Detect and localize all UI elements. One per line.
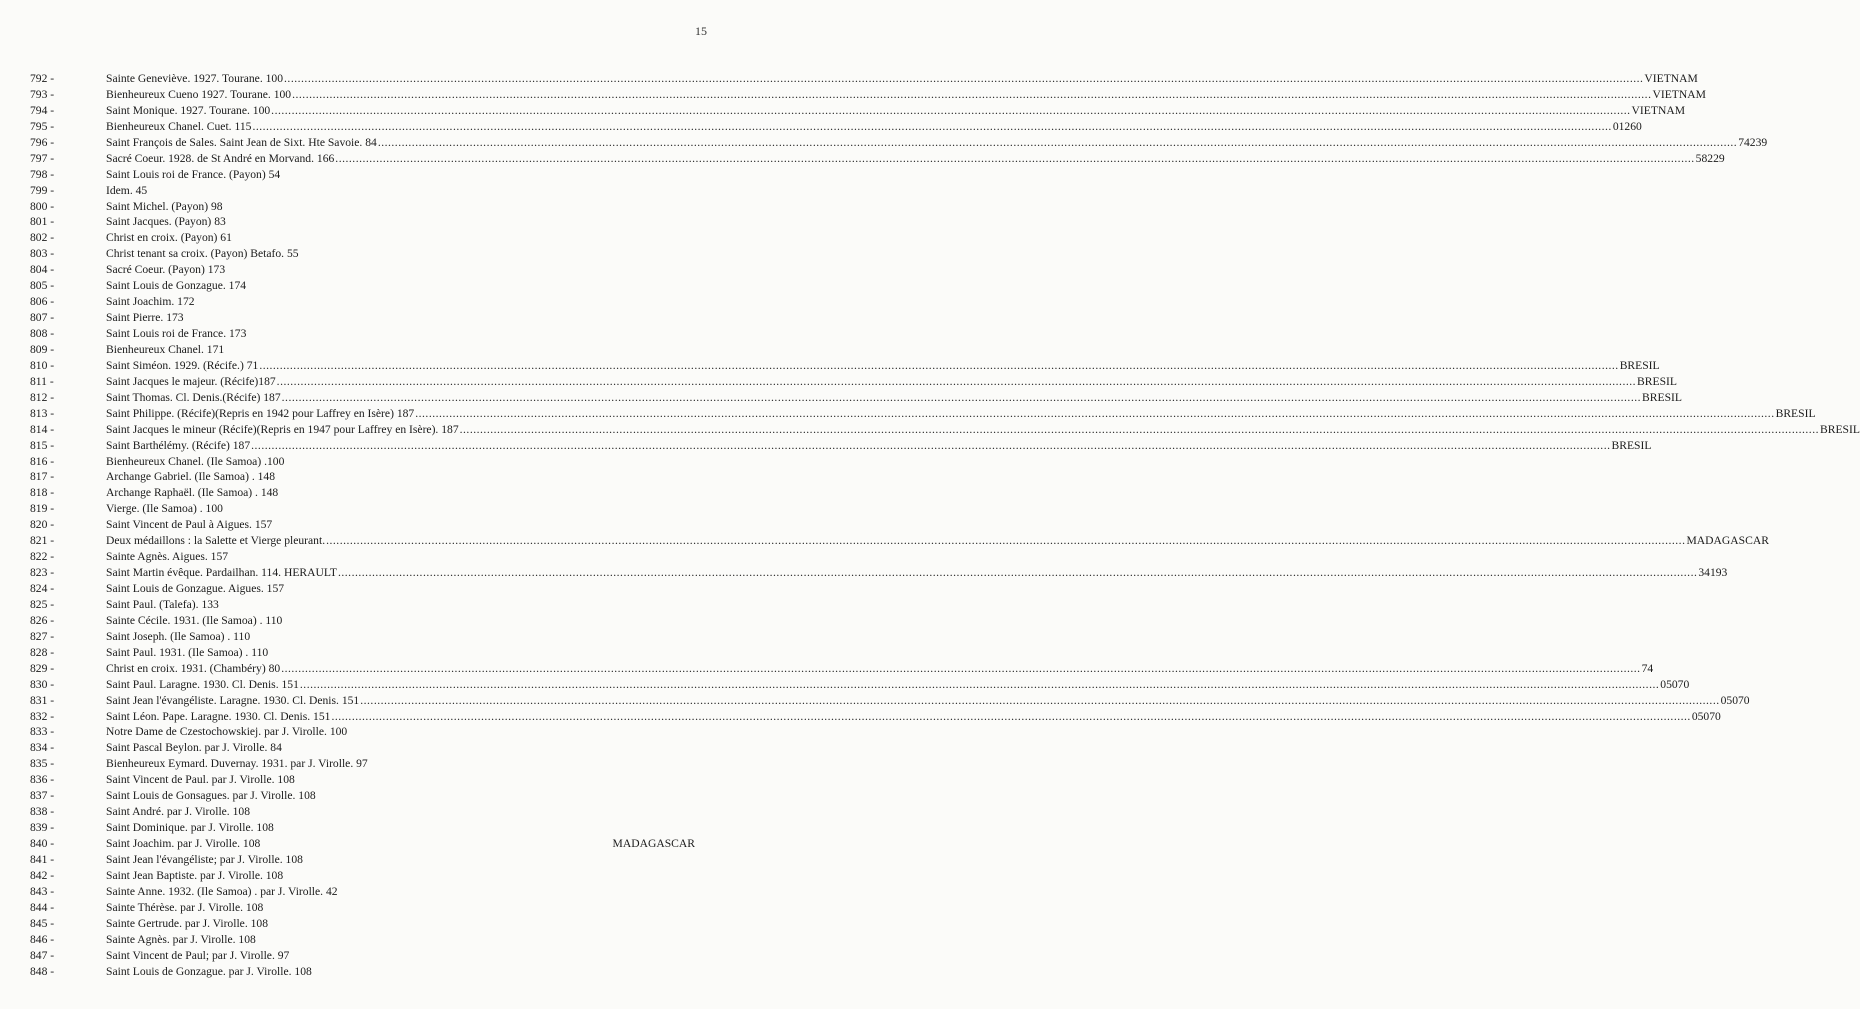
entry-description: Saint Louis de Gonsagues. par J. Virolle. 108 [106, 789, 316, 803]
entry-number: 838 - [30, 805, 55, 819]
entry-number: 807 - [30, 311, 55, 325]
list-item [0, 804, 715, 820]
entry-line [106, 661, 1654, 677]
list-item [0, 390, 1682, 406]
dot-leader: ................................................................................................................................................................................................................................................................................................................................................................................................................ [281, 390, 1642, 404]
list-item [0, 342, 715, 358]
list-item [0, 151, 1725, 167]
entry-description: Saint Joachim. 172 [106, 295, 195, 309]
entry-number: 832 - [30, 709, 55, 723]
entry-line [106, 900, 695, 916]
entry-line [106, 565, 1728, 581]
entry-description: Bienheureux Chanel. (Ile Samoa) .100 [106, 454, 285, 468]
entry-number: 831 - [30, 693, 55, 707]
entry-line [106, 374, 1677, 390]
list-item [0, 422, 1860, 438]
entry-destination: BRESIL [1637, 374, 1677, 388]
entry-description: Saint Barthélémy. (Récife) 187 [106, 438, 251, 452]
entry-number: 803 - [30, 247, 55, 261]
entry-line [106, 294, 695, 310]
entry-number: 846 - [30, 932, 55, 946]
list-item [0, 884, 715, 900]
entry-number: 792 - [30, 72, 55, 85]
list-item [0, 613, 715, 629]
entry-number: 840 - [30, 837, 55, 850]
entry-line [106, 533, 1769, 549]
entry-description: Saint Vincent de Paul à Aigues. 157 [106, 518, 273, 532]
entry-line [106, 214, 695, 230]
entry-description: Saint Jean Baptiste. par J. Virolle. 108 [106, 868, 284, 882]
entry-destination: MADAGASCAR [612, 837, 695, 850]
entry-number: 813 - [30, 406, 55, 420]
entry-description: Sainte Anne. 1932. (Ile Samoa) . par J. Virolle. 42 [106, 884, 338, 898]
entry-number: 818 - [30, 486, 55, 500]
list-item [0, 916, 715, 932]
entry-line [106, 916, 695, 932]
entry-line [106, 167, 695, 183]
entry-description: Saint André. par J. Virolle. 108 [106, 805, 250, 819]
entry-number: 798 - [30, 167, 55, 181]
entry-line [106, 581, 695, 597]
list-item [0, 135, 1768, 151]
entry-destination: MADAGASCAR [1686, 534, 1769, 548]
entry-line [106, 135, 1768, 151]
list-item [0, 709, 1721, 725]
entry-description: Sacré Coeur. 1928. de St André en Morvand. 166 [106, 151, 335, 165]
list-item [0, 358, 1660, 374]
entry-line [106, 804, 695, 820]
entry-number: 843 - [30, 884, 55, 898]
dot-leader: ................................................................................................................................................................................................................................................................................................................................................................................................................ [271, 103, 1631, 117]
entry-number: 815 - [30, 438, 55, 452]
entry-number: 837 - [30, 789, 55, 803]
list-item [0, 533, 1769, 549]
list-item [0, 230, 715, 246]
entry-number: 839 - [30, 821, 55, 835]
entry-number: 816 - [30, 454, 55, 468]
entry-number: 841 - [30, 852, 55, 866]
entry-description: Saint François de Sales. Saint Jean de Sixt. Hte Savoie. 84 [106, 135, 377, 149]
dot-leader: ................................................................................................................................................................................................................................................................................................................................................................................................................ [459, 422, 1819, 436]
entry-line [106, 406, 1816, 422]
list-item [0, 438, 1652, 454]
entry-line [106, 948, 695, 964]
entry-number: 824 - [30, 582, 55, 595]
entry-line [106, 677, 1690, 693]
entry-description: Saint Louis de Gonzague. 174 [106, 279, 247, 293]
entry-number: 819 - [30, 502, 55, 516]
entry-description: Saint Paul. 1931. (Ile Samoa) . 110 [106, 645, 269, 659]
list-item [0, 693, 1750, 709]
entry-line [106, 613, 695, 629]
entry-number: 835 - [30, 757, 55, 771]
entry-description: Sainte Geneviève. 1927. Tourane. 100 [106, 72, 284, 85]
entry-number: 811 - [30, 374, 54, 388]
entry-destination: 01260 [1612, 119, 1642, 133]
entry-description: Sainte Agnès. par J. Virolle. 108 [106, 932, 256, 946]
entry-line [106, 71, 1698, 87]
entry-description: Saint Léon. Pape. Laragne. 1930. Cl. Denis. 151 [106, 709, 331, 723]
list-item [0, 868, 715, 884]
entry-description: Saint Siméon. 1929. (Récife.) 71 [106, 358, 259, 372]
entry-number: 797 - [30, 151, 55, 165]
list-item [0, 87, 1706, 103]
entry-description: Saint Jacques. (Payon) 83 [106, 215, 226, 229]
entry-description: Archange Gabriel. (Ile Samoa) . 148 [106, 470, 276, 484]
entry-line [106, 278, 695, 294]
entry-destination: VIETNAM [1631, 103, 1685, 117]
entry-line [106, 438, 1652, 454]
list-item [0, 406, 1816, 422]
entry-line [106, 884, 695, 900]
entry-description: Saint Vincent de Paul; par J. Virolle. 97 [106, 948, 290, 962]
list-item [0, 852, 715, 868]
entry-number: 821 - [30, 534, 55, 548]
list-item [0, 820, 715, 836]
entry-number: 829 - [30, 661, 55, 675]
entry-destination: 05070 [1691, 709, 1721, 723]
list-item [0, 326, 715, 342]
list-item [0, 183, 715, 199]
list-item [0, 119, 1642, 135]
entry-description: Sacré Coeur. (Payon) 173 [106, 263, 226, 277]
entry-description: Saint Jean l'évangéliste; par J. Virolle. 108 [106, 852, 303, 866]
entry-description: Saint Louis de Gonzague. par J. Virolle. 108 [106, 964, 312, 978]
entry-destination: BRESIL [1611, 438, 1652, 452]
entry-line [106, 326, 695, 342]
dot-leader: ................................................................................................................................................................................................................................................................................................................................................................................................................ [251, 438, 1611, 452]
entry-description: Sainte Cécile. 1931. (Ile Samoa) . 110 [106, 613, 283, 627]
entry-description: Christ tenant sa croix. (Payon) Betafo. 55 [106, 247, 299, 261]
list-item [0, 310, 715, 326]
entry-number: 805 - [30, 279, 55, 293]
entry-destination: 05070 [1720, 693, 1750, 707]
entry-number: 800 - [30, 199, 55, 213]
entry-line [106, 119, 1642, 135]
entry-destination: BRESIL [1820, 422, 1860, 436]
entry-description: Sainte Agnès. Aigues. 157 [106, 550, 229, 564]
entry-description: Saint Pascal Beylon. par J. Virolle. 84 [106, 741, 282, 755]
entry-line [106, 964, 695, 980]
entry-line [106, 693, 1750, 709]
entry-description: Saint Joachim. par J. Virolle. 108 [106, 837, 261, 850]
list-item [0, 964, 715, 980]
dot-leader: ................................................................................................................................................................................................................................................................................................................................................................................................................ [259, 358, 1619, 372]
entry-number: 806 - [30, 295, 55, 309]
entry-number: 812 - [30, 390, 55, 404]
entry-description: Idem. 45 [106, 183, 148, 197]
list-item [0, 262, 715, 278]
entry-destination: VIETNAM [1652, 87, 1706, 101]
entry-line [106, 469, 695, 485]
entry-destination: 58229 [1695, 151, 1725, 165]
entry-description: Saint Jean l'évangéliste. Laragne. 1930. Cl. Denis. 151 [106, 693, 360, 707]
dot-leader: ................................................................................................................................................................................................................................................................................................................................................................................................................ [299, 677, 1660, 691]
entry-description: Saint Paul. Laragne. 1930. Cl. Denis. 151 [106, 677, 299, 691]
list-item [0, 756, 715, 772]
entry-line [106, 597, 695, 613]
entry-line [106, 342, 695, 358]
entry-number: 801 - [30, 215, 55, 229]
entry-line [106, 422, 1860, 438]
entry-destination: BRESIL [1619, 358, 1660, 372]
entry-line [106, 454, 695, 470]
entry-number: 810 - [30, 358, 55, 372]
entry-number: 844 - [30, 900, 55, 914]
dot-leader: ................................................................................................................................................................................................................................................................................................................................................................................................................ [337, 566, 1698, 580]
entry-number: 799 - [30, 183, 55, 197]
entry-line [106, 517, 695, 533]
entry-description: Saint Jacques le majeur. (Récife)187 [106, 374, 276, 388]
dot-leader: ................................................................................................................................................................................................................................................................................................................................................................................................................ [335, 151, 1695, 165]
entry-line [106, 852, 695, 868]
list-item [0, 629, 715, 645]
entry-line [106, 932, 695, 948]
entry-line [106, 358, 1660, 374]
entry-number: 825 - [30, 597, 55, 611]
entry-description: Sainte Gertrude. par J. Virolle. 108 [106, 916, 269, 930]
entry-description: Saint Monique. 1927. Tourane. 100 [106, 103, 271, 117]
list-item [0, 469, 715, 485]
dot-leader: ................................................................................................................................................................................................................................................................................................................................................................................................................ [326, 534, 1686, 548]
entry-number: 793 - [30, 87, 55, 101]
entry-description: Saint Louis de Gonzague. Aigues. 157 [106, 582, 285, 595]
entry-number: 823 - [30, 566, 55, 580]
entry-line [106, 390, 1682, 406]
entry-line [106, 836, 695, 852]
entry-line [106, 230, 695, 246]
entry-destination: 34193 [1698, 566, 1728, 580]
entry-description: Saint Michel. (Payon) 98 [106, 199, 223, 213]
entry-destination: 74239 [1738, 135, 1768, 149]
entry-destination: 74 [1641, 661, 1654, 675]
list-item [0, 836, 715, 852]
entry-line [106, 740, 695, 756]
entry-number: 795 - [30, 119, 55, 133]
entry-description: Bienheureux Chanel. 171 [106, 342, 225, 356]
entry-number: 833 - [30, 725, 55, 739]
entry-number: 826 - [30, 613, 55, 627]
entry-line [106, 820, 695, 836]
entry-line [106, 629, 695, 645]
list-item [0, 788, 715, 804]
entry-line [106, 485, 695, 501]
entry-description: Notre Dame de Czestochowskiej. par J. Virolle. 100 [106, 725, 348, 739]
entry-line [106, 501, 695, 517]
entry-destination: BRESIL [1775, 406, 1816, 420]
entry-line [106, 772, 695, 788]
list-item [0, 932, 715, 948]
entry-number: 804 - [30, 263, 55, 277]
list-item [0, 374, 1677, 390]
dot-leader: ................................................................................................................................................................................................................................................................................................................................................................................................................ [276, 374, 1637, 388]
entry-line [106, 549, 695, 565]
list-item [0, 246, 715, 262]
entry-description: Saint Martin évêque. Pardailhan. 114. HERAULT [106, 566, 337, 580]
entry-line [106, 246, 695, 262]
entry-line [106, 868, 695, 884]
entry-line [106, 199, 695, 215]
entry-description: Christ en croix. (Payon) 61 [106, 231, 232, 245]
entry-number: 809 - [30, 342, 55, 356]
list-item [0, 740, 715, 756]
list-item [0, 900, 715, 916]
list-item [0, 581, 715, 597]
entry-description: Saint Dominique. par J. Virolle. 108 [106, 821, 274, 835]
entry-line [106, 645, 695, 661]
list-item [0, 517, 715, 533]
list-item [0, 501, 715, 517]
dot-leader: ................................................................................................................................................................................................................................................................................................................................................................................................................ [252, 119, 1612, 133]
entry-list [0, 71, 1860, 979]
list-item [0, 167, 715, 183]
list-item [0, 948, 715, 964]
list-item [0, 661, 1654, 677]
list-item [0, 549, 715, 565]
entry-description: Saint Philippe. (Récife)(Repris en 1942 pour Laffrey en Isère) 187 [106, 406, 415, 420]
entry-number: 796 - [30, 135, 55, 149]
entry-description: Saint Vincent de Paul. par J. Virolle. 108 [106, 773, 295, 787]
list-item [0, 278, 715, 294]
entry-number: 828 - [30, 645, 55, 659]
list-item [0, 597, 715, 613]
dot-leader: ................................................................................................................................................................................................................................................................................................................................................................................................................ [331, 709, 1691, 723]
dot-leader: ................................................................................................................................................................................................................................................................................................................................................................................................................ [360, 693, 1720, 707]
entry-description: Deux médaillons : la Salette et Vierge pleurant. [106, 534, 326, 548]
dot-leader: ................................................................................................................................................................................................................................................................................................................................................................................................................ [292, 87, 1652, 101]
entry-number: 794 - [30, 103, 55, 117]
entry-description: Christ en croix. 1931. (Chambéry) 80 [106, 661, 281, 675]
list-item [0, 565, 1728, 581]
list-item [0, 214, 715, 230]
entry-description: Saint Louis roi de France. (Payon) 54 [106, 167, 281, 181]
entry-description: Saint Joseph. (Ile Samoa) . 110 [106, 629, 251, 643]
list-item [0, 645, 715, 661]
entry-description: Archange Raphaël. (Ile Samoa) . 148 [106, 486, 279, 500]
list-item [0, 772, 715, 788]
list-item [0, 199, 715, 215]
entry-description: Saint Louis roi de France. 173 [106, 327, 247, 340]
entry-number: 822 - [30, 550, 55, 564]
entry-number: 836 - [30, 773, 55, 787]
entry-number: 827 - [30, 629, 55, 643]
entry-line [106, 103, 1685, 119]
list-item [0, 103, 1685, 119]
entry-description: Bienheureux Eymard. Duvernay. 1931. par J. Virolle. 97 [106, 757, 368, 771]
list-item [0, 724, 715, 740]
dot-leader: ................................................................................................................................................................................................................................................................................................................................................................................................................ [281, 661, 1641, 675]
entry-description: Bienheureux Cueno 1927. Tourane. 100 [106, 87, 292, 101]
entry-number: 817 - [30, 470, 55, 484]
entry-number: 820 - [30, 518, 55, 532]
entry-number: 808 - [30, 327, 55, 340]
entry-line [106, 151, 1725, 167]
entry-number: 847 - [30, 948, 55, 962]
entry-number: 814 - [30, 422, 55, 436]
entry-destination: BRESIL [1642, 390, 1682, 404]
dot-leader: ................................................................................................................................................................................................................................................................................................................................................................................................................ [284, 72, 1644, 85]
entry-description: Saint Pierre. 173 [106, 311, 184, 325]
entry-number: 848 - [30, 964, 55, 978]
entry-line [106, 262, 695, 278]
entry-description: Bienheureux Chanel. Cuet. 115 [106, 119, 252, 133]
entry-description: Saint Thomas. Cl. Denis.(Récife) 187 [106, 390, 281, 404]
list-item [0, 485, 715, 501]
list-item [0, 294, 715, 310]
entry-line [106, 788, 695, 804]
entry-number: 842 - [30, 868, 55, 882]
list-item [0, 454, 715, 470]
list-item [0, 677, 1690, 693]
entry-number: 830 - [30, 677, 55, 691]
list-item [0, 71, 1698, 87]
entry-number: 834 - [30, 741, 55, 755]
entry-line [106, 87, 1706, 103]
entry-description: Saint Paul. (Talefa). 133 [106, 597, 219, 611]
entry-number: 845 - [30, 916, 55, 930]
dot-leader: ................................................................................................................................................................................................................................................................................................................................................................................................................ [415, 406, 1775, 420]
entry-line [106, 709, 1721, 725]
entry-description: Vierge. (Ile Samoa) . 100 [106, 502, 223, 516]
entry-description: Saint Jacques le mineur (Récife)(Repris en 1947 pour Laffrey en Isère). 187 [106, 422, 459, 436]
page-number: 15 [695, 24, 707, 38]
entry-line [106, 724, 695, 740]
dot-leader: ................................................................................................................................................................................................................................................................................................................................................................................................................ [377, 135, 1738, 149]
entry-description: Sainte Thérèse. par J. Virolle. 108 [106, 900, 264, 914]
entry-destination: 05070 [1660, 677, 1690, 691]
entry-line [106, 756, 695, 772]
entry-destination: VIETNAM [1644, 72, 1698, 85]
entry-line [106, 310, 695, 326]
entry-line [106, 183, 695, 199]
entry-number: 802 - [30, 231, 55, 245]
